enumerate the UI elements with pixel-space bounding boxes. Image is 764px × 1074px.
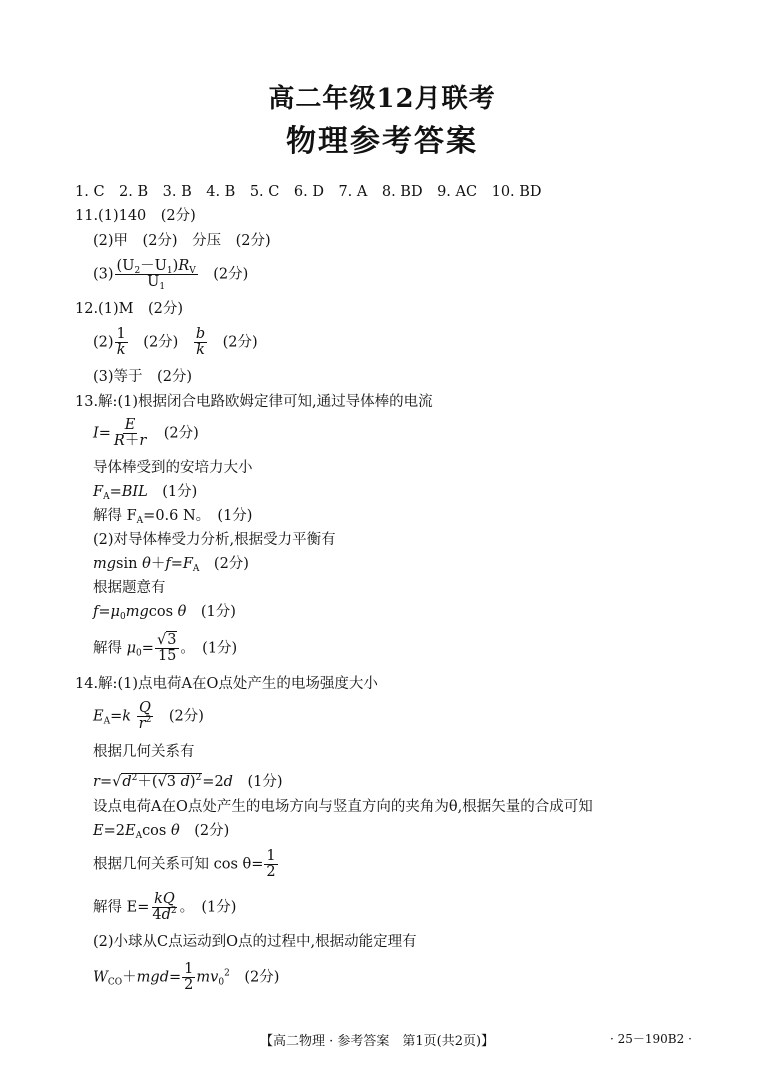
q14-eq1-score: (2分) [168,708,204,725]
q13-eq4: mgsin $\theta+f=F_A$ (2分) [93,556,249,574]
q14-eq3-score: (2分) [194,823,230,839]
q13-eq3-value: =0.6 N。 (1分) [143,508,253,524]
q13-eq3: 解得 $F_A=0.6$ N。 (1分) [93,508,253,526]
q14-answer-label: 解得 E= [93,899,150,916]
q13-answer: 解得 $\mu_0=$ $\frac{√3}{15}$ 。 (1分) [93,632,238,664]
q13-eq5-score: (1分) [200,604,236,620]
q13-eq1: I= $\frac{E}{R+r}$ (2分) [93,417,199,449]
q11-part2: (2)甲 (2分) 分压 (2分) [93,233,271,249]
q13-text3: 根据题意有 [93,580,166,596]
q12-part2 [93,327,258,358]
q11-fraction: $\frac{(U_2-U_1)R_V}{U_1}$ [116,258,196,292]
q13-answer-score: 。 (1分) [180,640,238,657]
q12-frac-b-k: $\frac{b}{k}$ [195,326,206,358]
q11-part3-score: (2分) [198,266,249,283]
q13-intro: 13.解:(1)根据闭合电路欧姆定律可知,通过导体棒的电流 [75,394,433,410]
q13-eq2: $F_A=BIL$ (1分) [93,484,198,502]
q14-eq2-score: (1分) [247,774,283,790]
q13-text2: 导体棒受到的安培力大小 [93,460,253,476]
q14-text2: 根据几何关系有 [93,744,195,760]
page-footer: 【高二物理 · 参考答案 第1页(共2页)】 [260,1034,495,1049]
q12-part1: 12.(1)M (2分) [75,301,183,317]
q13-eq2-score: (1分) [162,484,198,500]
page-code: · 25－190B2 · [610,1032,692,1046]
q13-eq1-score: (2分) [149,425,199,442]
q11-part3-label: (3) [93,266,114,283]
q14-eq5-score: (2分) [244,969,280,986]
q14-eq5: $W_{CO}+mgd=$ $\frac{1}{2}$ $mv_0^2$ (2分) [93,961,280,993]
q11-part1: 11.(1)140 (2分) [75,208,196,224]
q12-part3: (3)等于 (2分) [93,369,193,385]
page-title: 高二年级12月联考 [268,84,496,114]
q13-part2: (2)对导体棒受力分析,根据受力平衡有 [93,532,336,548]
q12-part2-score1: (2分) [128,334,193,351]
q12-frac-1-k: $\frac{1}{k}$ [116,326,126,358]
q13-eq5: $f=\mu_0mgcos$ θ (1分) [93,604,236,622]
q12-part2-score2: (2分) [208,334,258,351]
choice-answers: 1. C 2. B 3. B 4. B 5. C 6. D 7. A 8. BD 9. AC 10. BD [75,184,542,200]
q11-part3 [93,259,248,290]
q14-eq2: $r=√d^2+(√3$ d)$^2$=2d (1分) [93,773,283,790]
q13-eq4-score: (2分) [213,556,249,572]
q14-text3: 设点电荷A在O点处产生的电场方向与竖直方向的夹角为θ,根据矢量的合成可知 [93,799,593,815]
q14-eq1: $E_A=k$ $\frac{Q}{r^2}$ (2分) [93,700,204,732]
q14-intro: 14.解:(1)点电荷A在O点处产生的电场强度大小 [75,676,378,692]
q14-text4: 根据几何关系可知 cos θ= $\frac{1}{2}$ [93,848,276,880]
q14-cos-label: 根据几何关系可知 cos θ= [93,856,264,873]
q14-answer: 解得 E= $\frac{kQ}{4d^2}$ 。 (1分) [93,891,237,923]
q14-part2: (2)小球从C点运动到O点的过程中,根据动能定理有 [93,934,417,950]
q13-answer-label: 解得 [93,640,127,657]
q13-eq3-label: 解得 F [93,508,137,524]
q14-answer-score: 。 (1分) [179,899,237,916]
q14-eq3: $E=2E_A\cos$ θ (2分) [93,823,230,841]
page-subtitle: 物理参考答案 [286,124,478,159]
q12-part2-label: (2) [93,334,114,351]
